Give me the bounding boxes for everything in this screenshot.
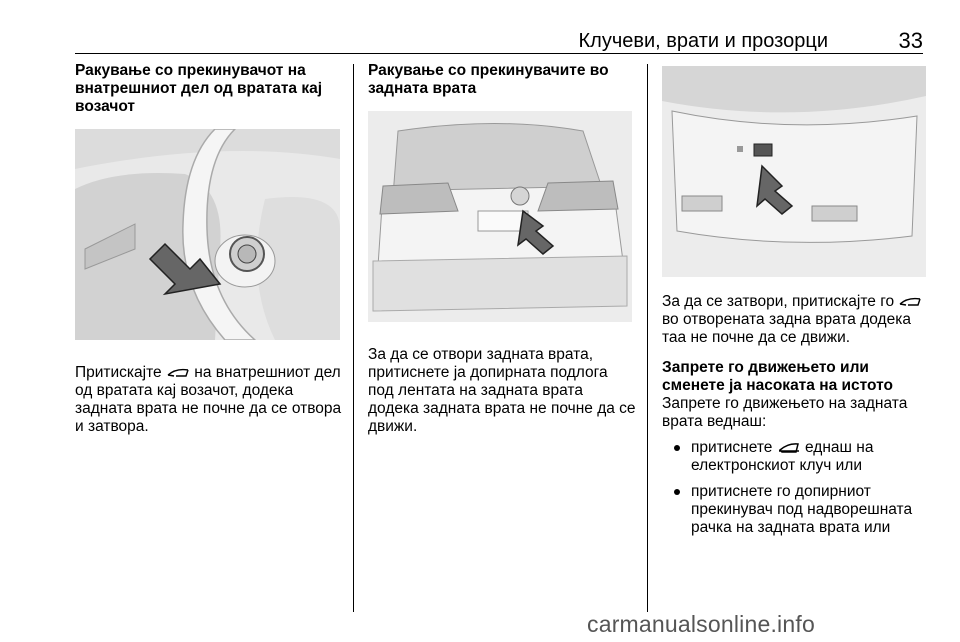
section-heading: Ракување со прекинувачите во задната врата: [368, 62, 609, 97]
watermark: carmanualsonline.info: [587, 611, 815, 637]
section-heading: Ракување со прекинувачот на внатрешниот дел од вратата кај возачот: [75, 62, 323, 115]
page-number: 33: [898, 28, 923, 53]
column-divider: [647, 64, 648, 612]
instruction-text: Притискајте на внатрешниот дел од вратата кај возачот, додека задната врата не почне да се отвора и затвора.: [75, 364, 342, 435]
column-3: [662, 62, 927, 545]
instruction-text: За да се отвори задната врата, притиснете ја допирната подлога под лентата на задната врата додека задната врата не почне да се движи.: [368, 346, 636, 435]
list-item: притиснете еднаш на електронскиот клуч или: [662, 439, 927, 475]
tailgate-icon: [166, 367, 190, 379]
tailgate-icon: [898, 296, 922, 308]
running-header-title: Клучеви, врати и прозорци: [578, 30, 828, 52]
header-rule: [75, 53, 923, 54]
key-fob-tailgate-icon: [777, 441, 801, 455]
driver-door-switch-illustration: [75, 129, 340, 340]
list-item: притиснете го допирниот прекинувач под надворешната рачка на задната врата или: [662, 483, 927, 537]
column-2: [368, 62, 636, 436]
bullet-list: [662, 439, 927, 537]
section-heading: Запрете го движењето или сменете ја насоката на истото: [662, 359, 893, 394]
tailgate-inner-switch-illustration: [662, 66, 926, 277]
column-1: [75, 62, 345, 436]
tailgate-touch-switch-illustration: [368, 111, 632, 322]
intro-text: Запрете го движењето на задната врата веднаш:: [662, 395, 908, 430]
column-divider: [353, 64, 354, 612]
instruction-text: За да се затвори, притискајте го во отворената задна врата додека таа не почне да се движи.: [662, 293, 927, 347]
